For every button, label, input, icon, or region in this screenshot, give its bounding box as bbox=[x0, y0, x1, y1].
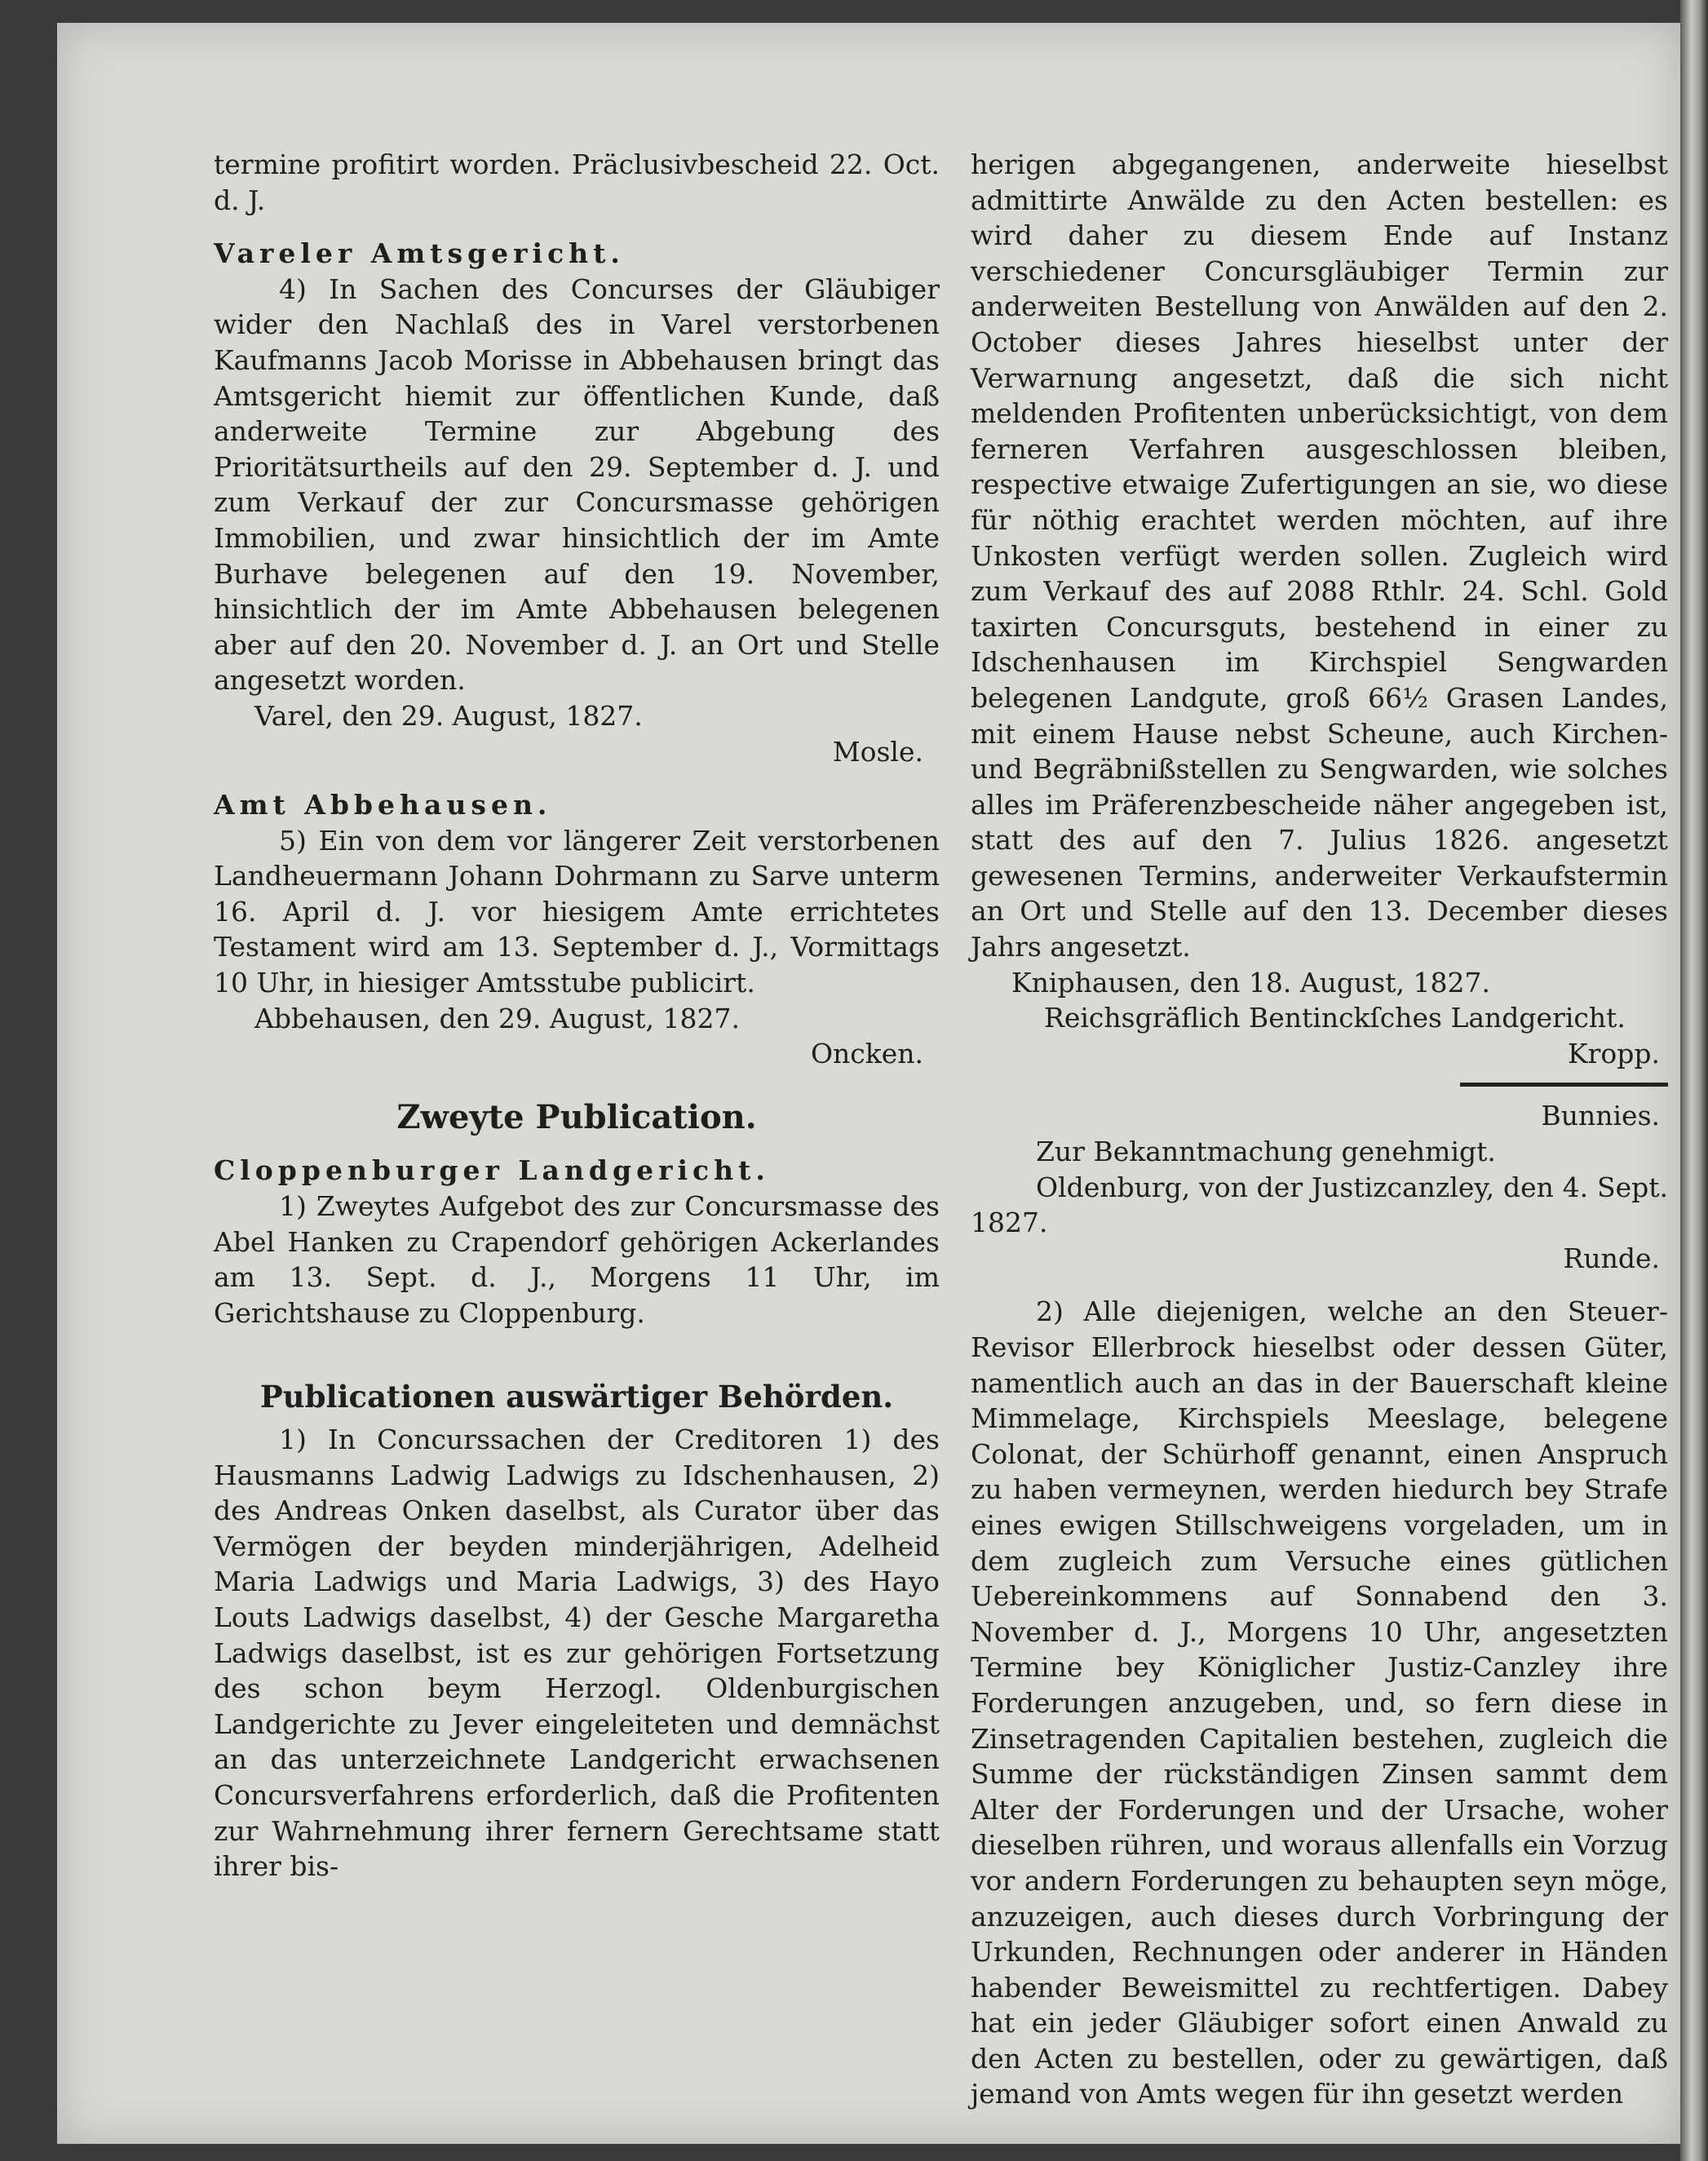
signature: Oncken. bbox=[810, 1038, 923, 1070]
section-title-auswaertige: Publicationen auswärtiger Behörden. bbox=[259, 1379, 894, 1415]
notice-paragraph: 2) Alle diejenigen, welche an den Steuer-Revisor Ellerbrock hieselbst oder dessen Güter, namentlich auch an das in der Bauerschaft kleine Mimmelage, Kirchspiels Meeslage, belegene Colonat, der Schürhoff genannt, einen Anspruch zu haben vermeynen, werden hiedurch bey Strafe eines ewigen Stillschweigens vorgeladen, um in dem zugleich zum Versuche eines gütlichen Uebereinkommens auf Sonnabend den 3. November d. J., Morgens 10 Uhr, angesetzten Termine bey Königlicher Justiz-Canzley ihre Forderungen anzugeben, und, so fern diese in Zinsetragenden Capitalien bestehen, zugleich die Summe der rückständigen Zinsen sammt dem Alter der Forderungen und der Ursache, woher dieselben rühren, und woraus allenfalls ein Vorzug vor andern Forderungen zu behaupten seyn möge, anzuzeigen, auch dieses durch Vorbringung der Urkunden, Rechnungen oder anderer in Händen habender Beweismittel zu rechtfertigen. Dabey hat ein jeder Gläubiger sofort einen Anwald zu den Acten zu bestellen, oder zu gewärtigen, daß jemand von Amts wegen für ihn gesetzt werden bbox=[971, 1295, 1668, 2110]
signature: Runde. bbox=[1563, 1242, 1660, 1274]
section-heading-abbehausen: Amt Abbehausen. bbox=[214, 789, 552, 821]
dateline: Varel, den 29. August, 1827. bbox=[254, 699, 643, 732]
notice-paragraph: 5) Ein von dem vor längerer Zeit verstorbenen Landheuermann Johann Dohrmann zu Sarve unterm 16. April d. J. vor hiesigem Amte errichtetes Testament wird am 13. September d. J., Vormittags 10 Uhr, in hiesiger Amtsstube publicirt. bbox=[214, 824, 940, 999]
signature: Kropp. bbox=[1567, 1037, 1660, 1069]
court-name: Reichsgräflich Bentinckſches Landgericht. bbox=[1044, 1002, 1626, 1034]
left-column bbox=[214, 147, 940, 1884]
dateline: Abbehausen, den 29. August, 1827. bbox=[254, 1002, 740, 1034]
section-heading-cloppenburg: Cloppenburger Landgericht. bbox=[214, 1154, 770, 1187]
book-gutter bbox=[1680, 0, 1708, 2161]
notice-paragraph: herigen abgegangenen, anderweite hieselbst admittirte Anwälde zu den Acten bestellen: es wird daher zu diesem Ende auf Instanz verschiedener Concursgläubiger Termin zur anderweiten Bestellung von Anwälden auf den 2. October dieses Jahres hieselbst unter der Verwarnung angesetzt, daß die sich nicht meldenden Profitenten unberücksichtigt, von dem ferneren Verfahren ausgeschlossen bleiben, respective etwaige Zufertigungen an sie, wo diese für nöthig erachtet werden möchten, auf ihre Unkosten verfügt werden sollen. Zugleich wird zum Verkauf des auf 2088 Rthlr. 24. Schl. Gold taxirten Concursguts, bestehend in einer zu Idschenhausen im Kirchspiel Sengwarden belegenen Landgute, groß 66½ Grasen Landes, mit einem Hause nebst Scheune, auch Kirchen- und Begräbnißstellen zu Sengwarden, wie solches alles im Präferenzbescheide näher angegeben ist, statt des auf den 7. Julius 1826. angesetzt gewesenen Termins, anderweiter Verkaufstermin an Ort und Stelle auf den 13. December dieses Jahrs angesetzt. bbox=[971, 148, 1668, 963]
signature: Mosle. bbox=[832, 735, 923, 768]
dateline: Oldenburg, von der Justizcanzley, den 4. Sept. 1827. bbox=[971, 1171, 1668, 1239]
separator-rule bbox=[1460, 1083, 1668, 1087]
notice-paragraph: 4) In Sachen des Concurses der Gläubiger wider den Nachlaß des in Varel verstorbenen Kaufmanns Jacob Morisse in Abbehausen bringt das Amtsgericht hiemit zur öffentlichen Kunde, daß anderweite Termine zur Abgebung des Prioritätsurtheils auf den 29. September d. J. und zum Verkauf der zur Concursmasse gehörigen Immobilien, und zwar hinsichtlich der im Amte Burhave belegenen auf den 19. November, hinsichtlich der im Amte Abbehausen belegenen aber auf den 20. November d. J. an Ort und Stelle angesetzt worden. bbox=[214, 272, 940, 697]
approval-line: Zur Bekanntmachung genehmigt. bbox=[1036, 1136, 1496, 1168]
signature: Bunnies. bbox=[1541, 1100, 1660, 1132]
right-column bbox=[971, 147, 1668, 2112]
notice-paragraph: 1) In Concurssachen der Creditoren 1) des Hausmanns Ladwig Ladwigs zu Idschenhausen, 2) des Andreas Onken daselbst, als Curator über das Vermögen der beyden minderjährigen, Adelheid Maria Ladwigs und Maria Ladwigs, 3) des Hayo Louts Ladwigs daselbst, 4) der Gesche Margaretha Ladwigs daselbst, ist es zur gehörigen Fortsetzung des schon beym Herzogl. Oldenburgischen Landgerichte zu Jever eingeleiteten und demnächst an das unterzeichnete Landgericht erwachsenen Concursverfahrens erforderlich, daß die Profitenten zur Wahrnehmung ihrer fernern Gerechtsame statt ihrer bis- bbox=[214, 1424, 940, 1883]
dateline: Kniphausen, den 18. August, 1827. bbox=[1011, 966, 1490, 999]
section-heading-varel: Vareler Amtsgericht. bbox=[214, 237, 625, 270]
notice-paragraph: 1) Zweytes Aufgebot des zur Concursmasse des Abel Hanken zu Crapendorf gehörigen Ackerlandes am 13. Sept. d. J., Morgens 11 Uhr, im Gerichtshause zu Cloppenburg. bbox=[214, 1190, 940, 1329]
carryover-paragraph: termine profitirt worden. Präclusivbescheid 22. Oct. d. J. bbox=[214, 148, 940, 216]
section-title-zweyte-publication: Zweyte Publication. bbox=[396, 1097, 757, 1136]
